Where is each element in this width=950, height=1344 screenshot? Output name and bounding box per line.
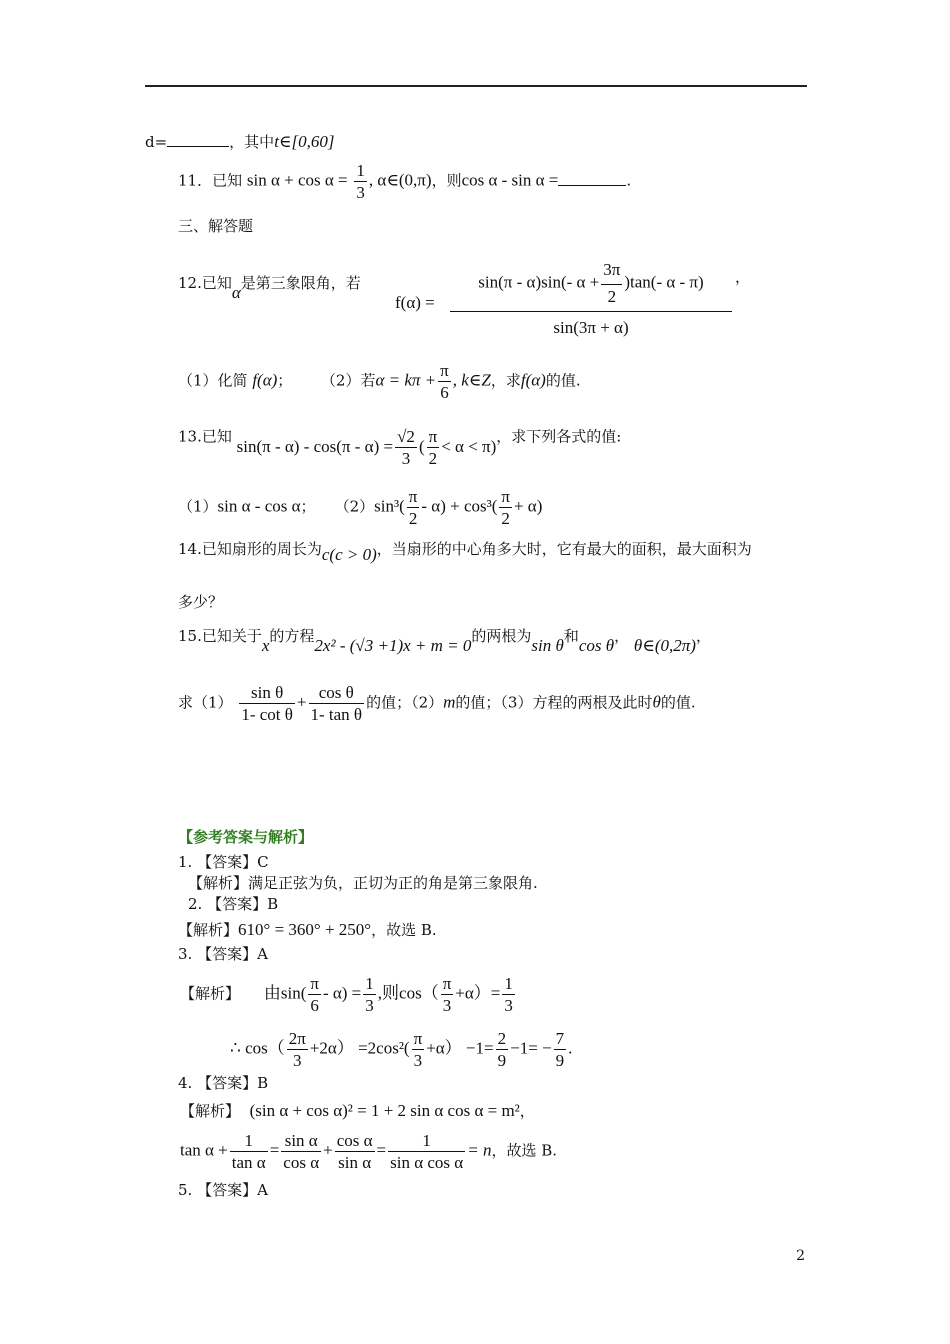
frac-den: 3: [356, 183, 365, 202]
q13-fraction: [395, 428, 417, 467]
frac-num: π: [442, 974, 452, 993]
answer-2: 2. 【答案】B: [188, 895, 279, 913]
a2-tail: ，故选 B.: [371, 921, 437, 939]
q12-inner-fraction: [601, 260, 622, 307]
q10-mid: ，其中: [229, 133, 275, 151]
frac-den: 9: [497, 1051, 507, 1070]
q13-p1-expr: sin α - cos α: [217, 496, 301, 516]
q12-sep: ；: [277, 371, 293, 390]
frac-num: 1: [504, 974, 513, 993]
q13-p2-frac2: [499, 488, 512, 527]
q12-intro: [178, 274, 361, 302]
q11-cond: , α∈(0,π): [368, 170, 432, 190]
q13-num: 13.已知: [178, 427, 232, 446]
q13-expr: sin(π - α) - cos(π - α) =: [236, 436, 394, 456]
q15-num: 15.已知关于: [178, 627, 262, 645]
q15-ask-label: 求（1）: [178, 693, 233, 712]
q11-end: .: [626, 171, 632, 190]
a4f-b: =: [269, 1140, 280, 1160]
answer-5: 5. 【答案】A: [178, 1181, 268, 1199]
frac-num: 1: [230, 1132, 268, 1152]
q14-num: 14.已知扇形的周长为: [178, 540, 322, 558]
frac-num: π: [310, 974, 319, 993]
a3-b: - α) =: [322, 983, 362, 1003]
a4f-e: = n: [467, 1140, 492, 1160]
label: 【解析】: [180, 984, 241, 1003]
label: 【解析】: [178, 921, 239, 939]
answer-1-explanation: 【解析】满足正弦为负，正切为正的角是第三象限角.: [188, 874, 538, 892]
q14-expr: c(c > 0): [321, 545, 377, 564]
q13-tail: ，求下列各式的值:: [496, 427, 622, 446]
frac-num: cos θ: [309, 684, 365, 704]
frac-num: sin α: [281, 1132, 321, 1152]
a4f-a: tan α +: [180, 1140, 228, 1160]
q12-num: 12.已知: [178, 274, 232, 292]
frac-den: 9: [555, 1051, 565, 1070]
q11-fraction: [354, 162, 367, 201]
q15-theta: θ: [652, 692, 661, 712]
page-number: 2: [796, 1248, 805, 1264]
q15-frac1: [239, 684, 295, 723]
frac-num: π: [428, 427, 438, 446]
q12-comma: ，: [735, 268, 751, 286]
a3f-frac1: [287, 1030, 308, 1069]
q12-part2-end: ，求: [490, 371, 521, 390]
q15-text2: 的两根为: [471, 627, 532, 645]
frac-num: 3π: [601, 260, 622, 285]
a3-a: 由sin(: [263, 983, 307, 1003]
frac-num: π: [440, 361, 449, 380]
a3f-frac4: [554, 1030, 567, 1069]
q12-part2-fraction: [438, 362, 451, 401]
q15-t1: 的值；（2）: [366, 693, 444, 712]
q12-numerator: [450, 260, 732, 312]
frac-num: 2π: [288, 1029, 306, 1048]
q13-parts: [178, 488, 542, 527]
a3f-d: −1= −: [510, 1038, 552, 1058]
frac-den: 2: [607, 287, 617, 306]
q11-expr1: sin α + cos α =: [246, 170, 348, 190]
q13-cond-open: (: [418, 436, 425, 456]
frac-den: 3: [365, 996, 374, 1015]
q13-p2: （2）: [334, 497, 375, 516]
q11-mid: ，则: [431, 171, 462, 190]
question-15: [178, 627, 711, 655]
frac-den: 3: [413, 1051, 423, 1070]
a4f-frac1: [230, 1132, 268, 1171]
frac-den: 2: [428, 449, 438, 468]
q12-text: 是第三象限角，若: [240, 274, 361, 292]
a3-frac3: [441, 975, 454, 1014]
a4f-tail: ，故选 B.: [491, 1141, 558, 1160]
answer-3: 3. 【答案】A: [178, 945, 268, 963]
a3f-frac3: [496, 1030, 509, 1069]
a4f-frac3: [335, 1132, 375, 1171]
q12-part1-f: f(α): [252, 370, 278, 390]
q12-part1: （1）化简: [178, 371, 248, 390]
q12-fraction: [450, 260, 732, 338]
frac-den: 3: [401, 449, 411, 468]
frac-den: cos α: [283, 1153, 320, 1172]
q11-expr2: cos α - sin α =: [461, 170, 559, 190]
frac-den: 3: [504, 996, 513, 1015]
q12-denominator: sin(3π + α): [553, 318, 629, 337]
q15-m: m: [443, 692, 456, 712]
q15-x: x: [261, 636, 270, 655]
frac-num: π: [501, 487, 510, 506]
a3f-e: .: [568, 1038, 573, 1058]
q10-prefix: d=: [145, 133, 168, 151]
q12-part2: （2）若: [320, 371, 376, 390]
a3f-b: +2α） =2cos²(: [309, 1038, 410, 1058]
a4f-c: +: [323, 1140, 333, 1160]
section-heading: 三、解答题: [178, 217, 254, 235]
frac-num: 1: [388, 1132, 465, 1152]
q13-p1-end: ；: [300, 497, 316, 516]
frac-den: sin α cos α: [390, 1153, 464, 1172]
frac-num: 1: [356, 161, 365, 180]
q13-p2-c: + α): [513, 496, 543, 516]
frac-num: cos α: [336, 1131, 373, 1150]
frac-num: sin θ: [239, 684, 295, 704]
q13-cond-rest: < α < π): [441, 436, 497, 456]
q12-part2-expr: α = kπ +: [375, 370, 437, 390]
frac-num: √2: [397, 427, 415, 446]
answer-2-explanation: [178, 921, 437, 938]
q15-frac2: [309, 684, 365, 723]
q13-p2-frac1: [407, 488, 420, 527]
a4f-frac2: [281, 1132, 321, 1171]
a3f-c: +α） −1=: [426, 1038, 494, 1058]
a2-expr: 610° = 360° + 250°: [238, 920, 372, 939]
a4f-d: =: [376, 1140, 387, 1160]
q15-comma2: ，: [695, 627, 711, 645]
frac-den: 2: [501, 509, 510, 528]
frac-num: 7: [555, 1029, 565, 1048]
q12-parts: [178, 362, 581, 401]
q15-r2: cos θ: [578, 636, 615, 655]
a4f-frac4: [388, 1132, 465, 1171]
answers-title: 【参考答案与解析】: [178, 828, 314, 846]
q14-line2: 多少？: [178, 593, 224, 611]
frac-num: π: [413, 1029, 423, 1048]
frac-den: 3: [293, 1051, 302, 1070]
a3-frac4: [502, 975, 515, 1014]
q12-part2-cond: , k∈Z: [452, 370, 491, 390]
q13-cond-fraction: [427, 428, 440, 467]
frac-num: π: [408, 487, 418, 506]
answer-4-derivation: [180, 1132, 557, 1171]
q11-num: 11．已知: [178, 171, 243, 190]
q13-p2-b: - α) + cos³(: [421, 496, 498, 516]
frac-num: 2: [497, 1029, 507, 1048]
frac-den: 2: [408, 509, 418, 528]
frac-den: 1- cot θ: [241, 705, 293, 724]
answer-1: 1. 【答案】C: [178, 853, 269, 871]
q15-text1: 的方程: [269, 627, 315, 645]
a3-c: ,则cos（: [377, 983, 439, 1003]
q15-eq: 2x² - (√3 +1)x + m = 0: [314, 636, 472, 655]
a3-frac2: [363, 975, 376, 1014]
q15-cond: θ∈(0,2π): [633, 636, 696, 655]
q12-num-expr1: sin(π - α)sin(- α +: [478, 272, 600, 292]
q15-and: 和: [563, 627, 579, 645]
frac-den: 1- tan θ: [310, 705, 363, 724]
question-14: [178, 540, 752, 564]
q10-tail: [145, 133, 334, 150]
q15-t2: 的值；（3）方程的两根及此时: [455, 693, 653, 712]
q15-plus: +: [296, 692, 307, 712]
q15-ask: [178, 684, 696, 723]
label: 【解析】: [180, 1102, 241, 1120]
q14-rest: ，当扇形的中心角多大时，它有最大的面积，最大面积为: [376, 540, 752, 558]
a3-d: +α）=: [455, 983, 501, 1003]
a4-end: ，: [519, 1102, 535, 1120]
frac-num: 1: [365, 974, 374, 993]
frac-den: 6: [440, 383, 449, 402]
q12-part2-f: f(α): [520, 370, 546, 390]
answer-3-explanation: [180, 975, 517, 1014]
frac-den: sin α: [338, 1153, 372, 1172]
q10-domain: t∈[0,60]: [274, 132, 335, 151]
q13-p2-a: sin³(: [374, 496, 405, 516]
question-11: [178, 162, 631, 201]
q12-alpha: α: [231, 283, 241, 302]
frac-den: tan α: [231, 1153, 266, 1172]
q12-num-expr2: )tan(- α - π): [624, 272, 704, 292]
a3-frac1: [308, 975, 321, 1014]
q12-lhs: f(α) =: [395, 293, 435, 312]
header-rule: [145, 85, 807, 87]
answer-4-explanation: [180, 1102, 535, 1119]
q15-r1: sin θ: [531, 636, 564, 655]
question-13: [178, 418, 622, 468]
a4-expr: (sin α + cos α)² = 1 + 2 sin α cos α = m²: [249, 1101, 520, 1120]
a3f-frac2: [412, 1030, 425, 1069]
frac-den: 3: [442, 996, 452, 1015]
q12-part2-tail: 的值.: [545, 371, 581, 390]
answer-4: 4. 【答案】B: [178, 1074, 269, 1092]
frac-den: 6: [310, 996, 319, 1015]
a3f-a: ∴ cos（: [230, 1038, 285, 1058]
answer-blank: [167, 146, 229, 147]
q13-p1: （1）: [178, 497, 218, 516]
q15-comma: ，: [614, 627, 630, 645]
answer-3-derivation: [230, 1030, 572, 1069]
q15-t3: 的值.: [660, 693, 696, 712]
answer-blank: [558, 185, 626, 186]
